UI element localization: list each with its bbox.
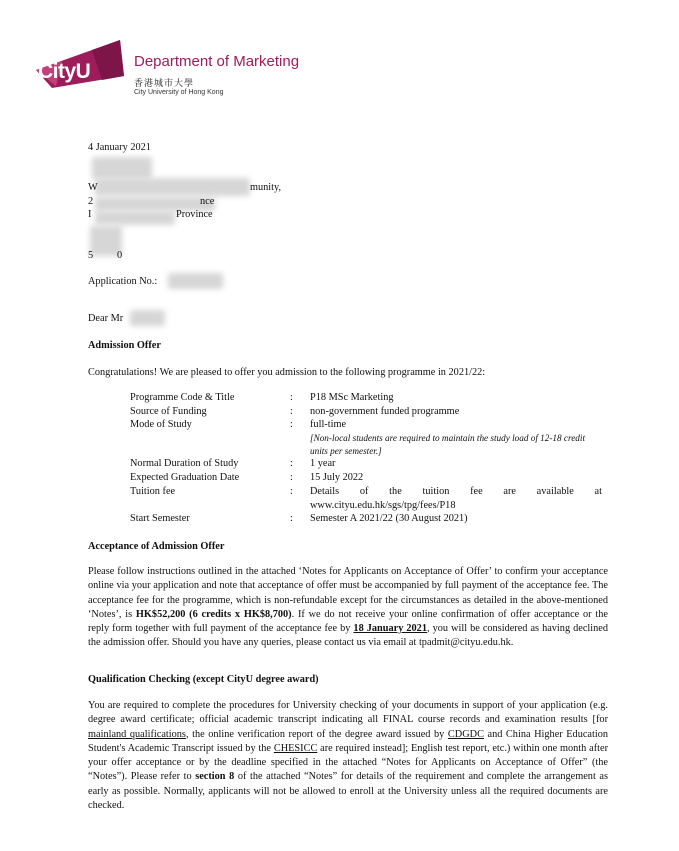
acceptance-text: , you will be considered as having declined the admission offer. Should you have any queries, please contact us via email at tpadmit@cityu.edu.hk. xyxy=(88,623,608,649)
acceptance-deadline: 18 January 2021 xyxy=(353,623,427,635)
row-colon: : xyxy=(290,486,293,497)
row-colon: : xyxy=(290,419,293,430)
row-label: Start Semester xyxy=(130,513,190,524)
application-no-label: Application No.: xyxy=(88,276,158,287)
row-label: Source of Funding xyxy=(130,406,207,417)
heading-qualification: Qualification Checking (except CityU degree award) xyxy=(88,674,319,685)
address-fragment: nce xyxy=(200,196,215,207)
qualification-paragraph xyxy=(88,699,608,813)
row-label: Programme Code & Title xyxy=(130,392,235,403)
congratulations-text: Congratulations! We are pleased to offer you admission to the following programme in 2021/22: xyxy=(88,367,486,378)
redacted-address xyxy=(95,178,250,196)
address-fragment: 2 xyxy=(88,196,94,207)
row-value: Semester A 2021/22 (30 August 2021) xyxy=(310,513,468,524)
row-colon: : xyxy=(290,513,293,524)
qualification-text: of the attached “Notes” for details of the requirement and complete the arrangement as early as possible. Normally, applicants will not be allowed to enroll at the University unless all the required documents are checked. xyxy=(88,771,608,812)
row-value: full-time xyxy=(310,419,347,430)
acceptance-text: Please follow instructions outlined in the attached ‘Notes for Applicants on Acceptance of Offer’ to confirm your acceptance online via your application and note that acceptance of offer must be accompanied by full payment of the acceptance fee. The acceptance fee for the programme, which is non-refundable except for the circumstances as detailed in the above-mentioned ‘Notes’, is xyxy=(88,566,608,620)
mainland-qualifications-link: mainland qualifications xyxy=(88,728,186,740)
redacted-address xyxy=(92,157,152,179)
row-label: Tuition fee xyxy=(130,486,176,497)
row-value: 1 year xyxy=(310,458,336,469)
tuition-fee-value: Details of the tuition fee are available at www.cityu.edu.hk/sgs/tpg/fees/P18 xyxy=(310,486,602,511)
logo-wordmark: CityU xyxy=(38,60,91,83)
address-fragment: W xyxy=(88,182,98,193)
qualification-text: You are required to complete the procedures for University checking of your documents in support of your application (e.g. degree award certificate; official academic transcript indicating all FINAL course records and examination results [for xyxy=(88,700,608,726)
row-label: Mode of Study xyxy=(130,419,192,430)
row-label: Expected Graduation Date xyxy=(130,472,240,483)
acceptance-text: . If we do not receive your online confirmation of offer acceptance or the reply form together with full payment of the acceptance fee by xyxy=(88,608,608,635)
row-colon: : xyxy=(290,472,293,483)
row-value: P18 MSc Marketing xyxy=(310,392,394,403)
address-fragment: 5 xyxy=(88,250,94,261)
university-name: City University of Hong Kong xyxy=(134,89,224,96)
department-name: Department of Marketing xyxy=(134,53,300,70)
row-value: 15 July 2022 xyxy=(310,472,364,483)
address-fragment: I xyxy=(88,209,92,220)
letter-date: 4 January 2021 xyxy=(88,142,151,153)
address-fragment: 0 xyxy=(117,250,123,261)
section-reference: section 8 xyxy=(195,771,235,783)
acceptance-paragraph xyxy=(88,565,608,651)
redacted-address xyxy=(95,211,175,225)
qualification-text: are required instead]; English test report, etc.) within one month after your offer acceptance or by the deadline specified in the attached “Notes for Applicants on Acceptance of Offer” (the “Notes”). Please refer to xyxy=(88,742,608,783)
chesicc-link: CHESICC xyxy=(273,742,318,754)
heading-admission-offer: Admission Offer xyxy=(88,340,161,351)
row-value: non-government funded programme xyxy=(310,406,460,417)
acceptance-fee: HK$52,200 (6 credits x HK$8,700) xyxy=(135,608,292,620)
study-load-note: [Non-local students are required to maintain the study load of 12-18 credit units per semester.] xyxy=(310,433,585,456)
salutation: Dear Mr xyxy=(88,313,124,324)
address-fragment: Province xyxy=(176,209,213,220)
row-label: Normal Duration of Study xyxy=(130,458,239,469)
row-colon: : xyxy=(290,392,293,403)
qualification-text: and China Higher Education Student's Academic Transcript issued by the xyxy=(88,728,609,754)
row-colon: : xyxy=(290,458,293,469)
redacted-application-no xyxy=(168,273,223,289)
heading-acceptance: Acceptance of Admission Offer xyxy=(88,541,225,552)
cdgdc-link: CDGDC xyxy=(447,728,484,740)
qualification-text: , the online verification report of the degree award issued by xyxy=(185,728,448,740)
row-colon: : xyxy=(290,406,293,417)
address-fragment: munity, xyxy=(250,182,282,193)
redacted-name xyxy=(130,310,165,326)
chinese-university-name: 香港城市大學 xyxy=(134,79,195,89)
